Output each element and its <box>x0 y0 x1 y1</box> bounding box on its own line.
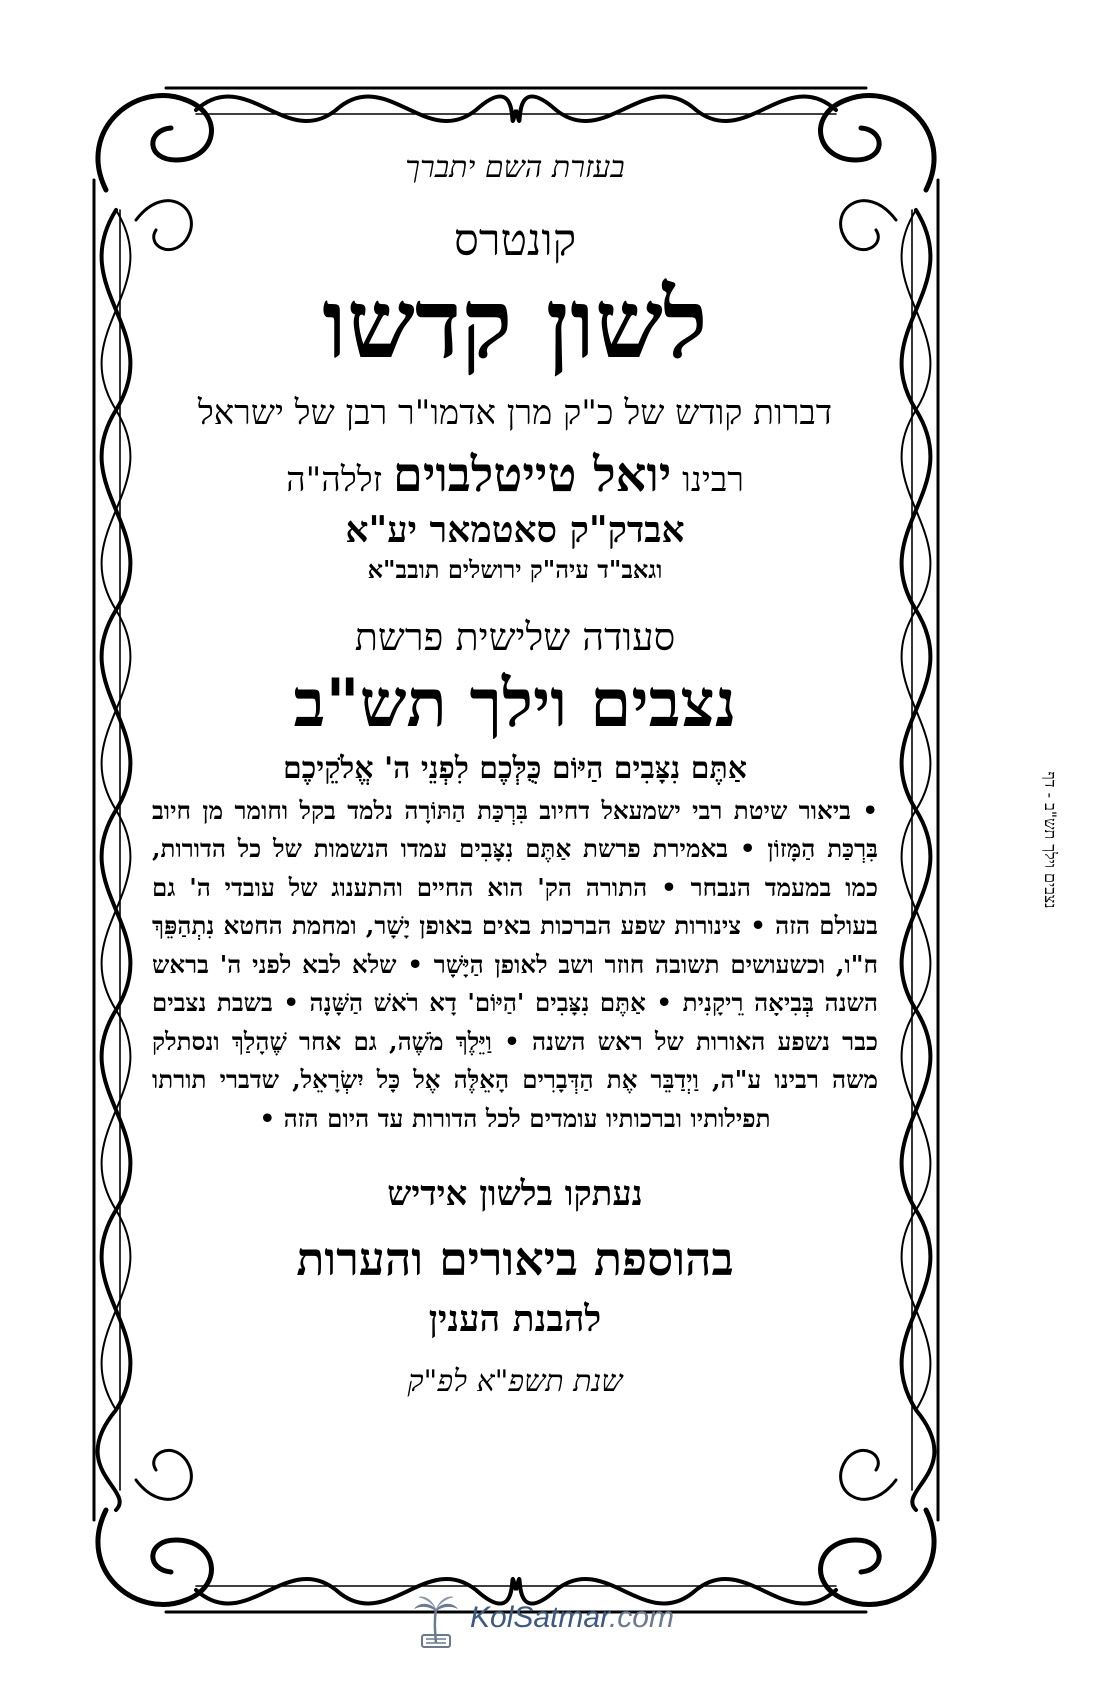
rabbi-prefix: רבינו <box>682 459 744 500</box>
translation-note: נעתקו בלשון אידיש <box>387 1174 643 1215</box>
rabbi-title-line-2: וגאב"ד עיה"ק ירושלים תובב"א <box>367 554 663 584</box>
title-page <box>150 150 880 1550</box>
rabbi-title-line: אבדק"ק סאטמאר יע"א <box>345 508 685 551</box>
parsha-title: נצבים וילך תש"ב <box>293 663 737 742</box>
rabbi-line <box>150 447 880 503</box>
summary-paragraph: • ביאור שיטת רבי ישמעאל דחיוב בִּרְכַּת הַתּוֹרָה נלמד בקל וחומר מן חיוב בִּרְכַּת הַמָּזוֹן • באמירת פרשת אַתֶּם נִצָּבִים עמדו הנשמות של כל הדורות, כמו במעמד הנבחר • התורה הק' הוא החיים והתענוג של עובדי ה' גם בעולם הזה • צינורות שפע הברכות באים באופן יָשָׁר, ומחמת החטא נִתְהַפֵּךְ ח"ו, וכשעושים תשובה חוזר ושב לאופן הַיָּשָׁר • שלא לבא לפני ה' בראש השנה בְּבִיאָה רֵיקָנִית • אַתֶּם נִצָּבִים 'הַיּוֹם' דָא רֹאשׁ הַשָּׁנָה • בשבת נצבים כבר נשפע האורות של ראש השנה • וַיֵּלֶךְ מֹשֶׁה, גם אחר שֶׁהָלַךְ ונסתלק משה רבינו ע"ה, וַיְדַבֵּר אֶת הַדְּבָרִים הָאֵלֶּה אֶל כָּל יִשְׂרָאֵל, שדברי תורתו תפילותיו וברכותיו עומדים לכל הדורות עד היום הזה • <box>152 795 878 1133</box>
additions-line: בהוספת ביאורים והערות <box>296 1232 734 1287</box>
rabbi-name: יואל טייטלבוים <box>392 446 672 503</box>
purpose-line: להבנת הענין <box>428 1298 602 1341</box>
year-line: שנת תשפ"א לפ"ק <box>407 1364 623 1400</box>
palm-tree-logo-icon <box>412 1595 460 1651</box>
invocation-line: בעזרת השם יתברך <box>405 150 625 185</box>
kuntres-label: קונטרס <box>453 215 577 266</box>
side-running-head <box>1000 700 1100 980</box>
occasion-label: סעודה שלישית פרשת <box>354 614 676 659</box>
attribution-line: דברות קודש של כ"ק מרן אדמו"ר רבן של ישראל <box>197 392 833 433</box>
verse-line: אַתֶּם נִצָּבִים הַיּוֹם כֻּלְּכֶם לִפְנֵי ה' אֱלֹקֵיכֶם <box>282 750 748 786</box>
brand-name <box>470 1601 674 1635</box>
brand-name-suffix: .com <box>608 1601 674 1634</box>
brand-watermark <box>0 1595 1100 1655</box>
brand-name-main: KolSatmar <box>470 1601 609 1634</box>
side-label: נצבים וילך תש"ב - דף <box>1041 771 1060 909</box>
rabbi-suffix: זללה"ה <box>286 459 383 500</box>
page-title: לשון קדשו <box>322 267 708 380</box>
